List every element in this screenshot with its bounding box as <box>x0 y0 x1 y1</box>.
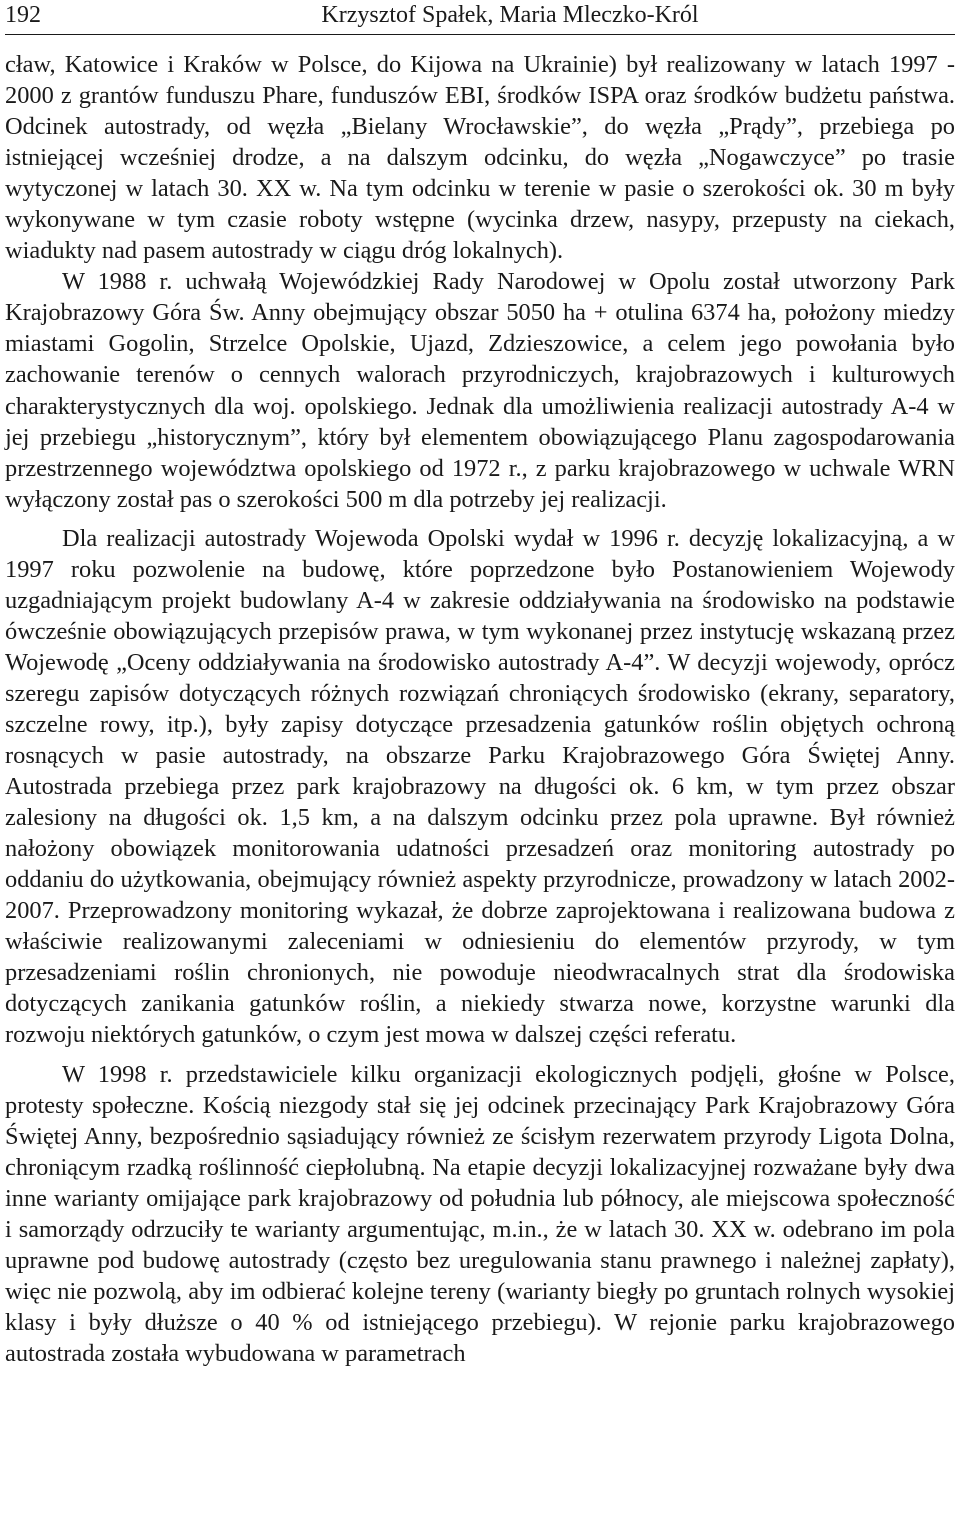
paragraph-4: W 1998 r. przedstawiciele kilku organizacji ekologicznych podjęli, głośne w Polsce, protesty społeczne. Kością niezgody stał się jej odcinek przecinający Park Krajobrazowy Góra Świętej Anny, bezpośrednio sąsiadujący również ze ścisłym rezerwatem przyrody Ligota Dolna, chroniącym rzadką roślinność ciepłolubną. Na etapie decyzji lokalizacyjnej rozważane były dwa inne warianty omijające park krajobrazowy od południa lub północy, ale miejscowa społeczność i samorządy odrzuciły te warianty argumentując, m.in., że w latach 30. XX w. odebrano im pola uprawne pod budowę autostrady (często bez uregulowania stanu prawnego i należnej zapłaty), więc nie pozwolą, aby im odbierać kolejne tereny (warianty biegły po gruntach rolnych wysokiej klasy i były dłuższe o 40 % od istniejącego przebiegu). W rejonie parku krajobrazowego autostrada została wybudowana w parametrach <box>5 1060 955 1367</box>
paragraph-2: W 1988 r. uchwałą Wojewódzkiej Rady Narodowej w Opolu został utworzony Park Krajobrazowy Góra Św. Anny obejmujący obszar 5050 ha + otulina 6374 ha, położony miedzy miastami Gogolin, Strzelce Opolskie, Ujazd, Zdzieszowice, a celem jego powołania było zachowanie terenów o cennych walorach przyrodniczych, krajobrazowych i kulturowych charakterystycznych dla woj. opolskiego. Jednak dla umożliwienia realizacji autostrady A-4 w jej przebiegu „historycznym”, który był elementem obowiązującego Planu zagospodarowania przestrzennego województwa opolskiego od 1972 r., z parku krajobrazowego w uchwale WRN wyłączony został pas o szerokości 500 m dla potrzeby jej realizacji. <box>5 268 955 513</box>
paragraph-1: cław, Katowice i Kraków w Polsce, do Kijowa na Ukrainie) był realizowany w latach 1997 - 2000 z grantów funduszu Phare, funduszów EBI, środków ISPA oraz środków budżetu państwa. Odcinek autostrady, od węzła „Bielany Wrocławskie”, do węzła „Prądy”, przebiega po istniejącej wcześniej drodze, a na dalszym odcinku, do węzła „Nogawczyce” po trasie wytyczonej w latach 30. XX w. Na tym odcinku w terenie w pasie o szerokości ok. 30 m były wykonywane w tym czasie roboty wstępne (wycinka drzew, nasypy, przepusty na ciekach, wiadukty nad pasem autostrady w ciągu dróg lokalnych). <box>5 51 955 265</box>
page-number: 192 <box>5 2 41 28</box>
running-header <box>5 0 955 35</box>
paragraph-3: Dla realizacji autostrady Wojewoda Opolski wydał w 1996 r. decyzję lokalizacyjną, a w 1997 roku pozwolenie na budowę, które poprzedzone było Postanowieniem Wojewody uzgadniającym projekt budowlany A-4 w zakresie oddziaływania na środowisko na podstawie ówcześnie obowiązujących przepisów prawa, w tym wykonanej przez instytucję wskazaną przez Wojewodę „Oceny oddziaływania na środowisko autostrady A-4”. W decyzji wojewody, oprócz szeregu zapisów dotyczących różnych rozwiązań chroniących środowisko (ekrany, separatory, szczelne rowy, itp.), były zapisy dotyczące przesadzenia gatunków roślin objętych ochroną rosnących w pasie autostrady, na obszarze Parku Krajobrazowego Góra Świętej Anny. Autostrada przebiega przez park krajobrazowy na długości ok. 6 km, w tym przez obszar zalesiony na długości ok. 1,5 km, a na dalszym odcinku przez pola uprawne. Był również nałożony obowiązek monitorowania udatności przesadzeń oraz monitoring autostrady po oddaniu do użytkowania, obejmujący również aspekty przyrodnicze, prowadzony w latach 2002-2007. Przeprowadzony monitoring wykazał, że dobrze zaprojektowana i realizowana budowa z właściwie realizowanymi zaleceniami w odniesieniu do elementów przyrody, w tym przesadzeniami roślin chronionych, nie powoduje nieodwracalnych strat dla środowiska dotyczących zanikania gatunków roślin, a niekiedy stwarza nowe, korzystne warunki dla rozwoju niektórych gatunków, o czym jest mowa w dalszej części referatu. <box>5 524 955 1049</box>
document-page <box>5 0 955 1369</box>
header-authors: Krzysztof Spałek, Maria Mleczko-Król <box>321 2 699 28</box>
